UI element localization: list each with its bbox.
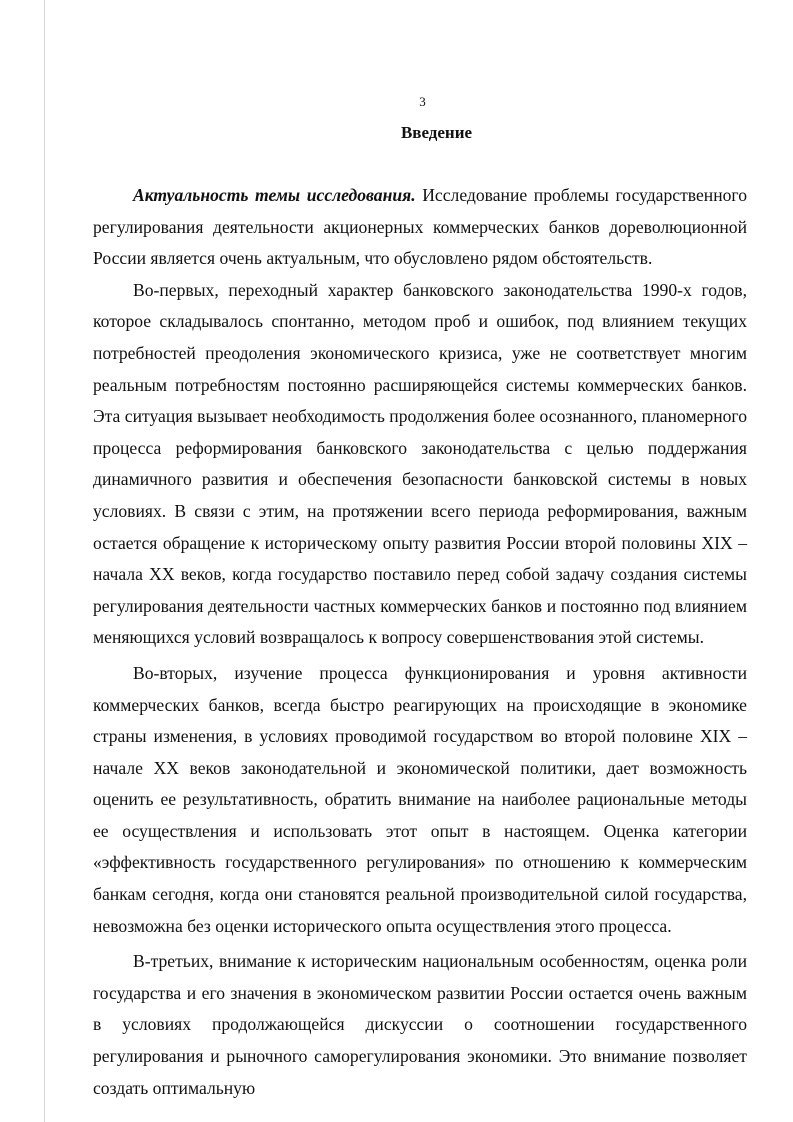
- section-title: Введение: [400, 123, 473, 142]
- paragraph-third: [93, 946, 747, 1104]
- paragraph-first: [93, 275, 747, 654]
- paragraph-text: Исследование проблемы государственного регулирования деятельности акционерных коммерческих банков дореволюционной России является очень актуальным, что обусловлено рядом обстоятельств.: [93, 185, 748, 269]
- body-text: [93, 180, 747, 1104]
- page-edge-line: [44, 0, 45, 1122]
- paragraph-relevance: [93, 180, 747, 275]
- paragraph-text: Во-вторых, изучение процесса функционирования и уровня активности коммерческих банков, всегда быстро реагирующих на происходящие в экономике страны изменения, в условиях проводимой государством во второй половине XIX – начале XX веков законодательной и экономической политики, дает возможность оценить ее результативность, обратить внимание на наиболее рациональные методы ее осуществления и использовать этот опыт в настоящем. Оценка категории «эффективность государственного регулирования» по отношению к коммерческим банкам сегодня, когда они становятся реальной производительной силой государства, невозможна без оценки исторического опыта осуществления этого процесса.: [93, 662, 747, 936]
- paragraph-lead: Актуальность темы исследования.: [133, 185, 416, 205]
- paragraph-text: Во-первых, переходный характер банковского законодательства 1990-х годов, которое складывалось спонтанно, методом проб и ошибок, под влиянием текущих потребностей преодоления экономического кризиса, уже не соответствует многим реальным потребностям постоянно расширяющейся системы коммерческих банков. Эта ситуация вызывает необходимость продолжения более осознанного, планомерного процесса реформирования банковского законодательства с целью поддержания динамичного развития и обеспечения безопасности банковской системы в новых условиях. В связи с этим, на протяжении всего периода реформирования, важным остается обращение к историческому опыту развития России второй половины XIX – начала XX веков, когда государство поставило перед собой задачу создания системы регулирования деятельности частных коммерческих банков и постоянно под влиянием меняющихся условий возвращалось к вопросу совершенствования этой системы.: [93, 279, 747, 648]
- paragraph-second: [93, 658, 747, 942]
- page-number: 3: [419, 94, 426, 109]
- paragraph-text: В-третьих, внимание к историческим национальным особенностям, оценка роли государства и его значения в экономическом развитии России остается очень важным в условиях продолжающейся дискуссии о соотношении государственного регулирования и рыночного саморегулирования экономики. Это внимание позволяет создать оптимальную: [93, 951, 747, 1098]
